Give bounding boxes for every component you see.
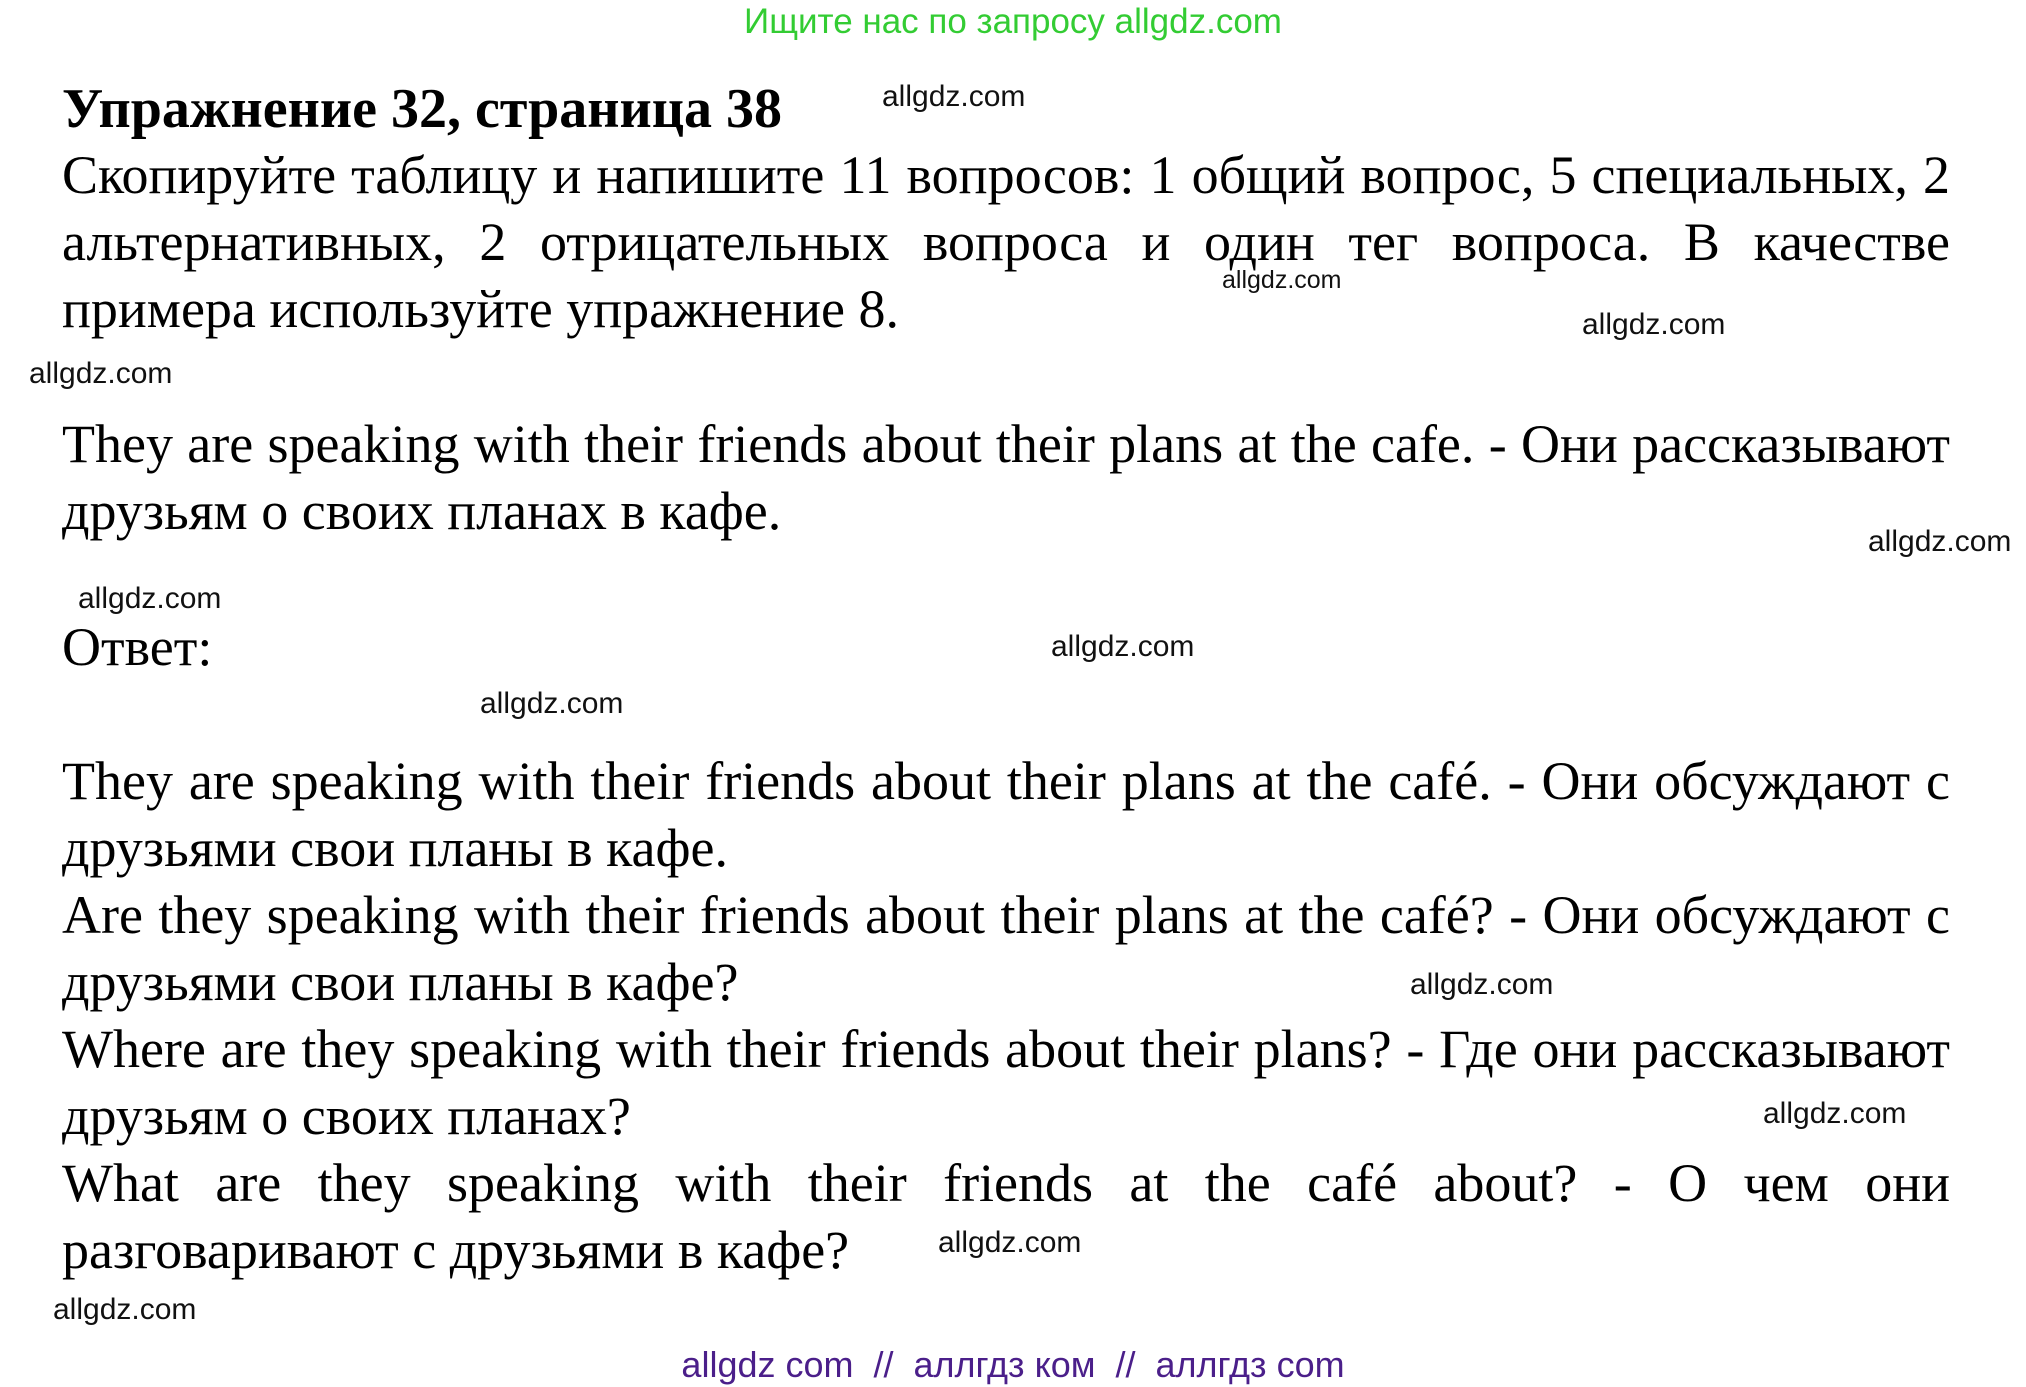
answer-list (62, 748, 1950, 1284)
answer-label: Ответ: (62, 617, 213, 677)
task-text: Скопируйте таблицу и напишите 11 вопросов: 1 общий вопрос, 5 специальных, 2 альтернативных, 2 отрицательных вопроса и один тег вопроса. В качестве примера используйте упражнение 8. (62, 145, 1950, 339)
watermark: allgdz.com (1582, 308, 1726, 341)
watermark: allgdz.com (882, 80, 1026, 113)
answer-item: They are speaking with their friends about their plans at the café. - Они обсуждают с друзьями свои планы в кафе. (62, 751, 1950, 878)
example-sentence: They are speaking with their friends about their plans at the cafe. - Они рассказывают друзьям о своих планах в кафе. (62, 414, 1950, 541)
watermark: allgdz.com (1410, 968, 1554, 1001)
answer-item: Where are they speaking with their friends about their plans? - Где они рассказывают друзьям о своих планах? (62, 1019, 1950, 1146)
watermark: allgdz.com (480, 687, 624, 720)
top-banner: Ищите нас по запросу allgdz.com (744, 2, 1282, 41)
answer-item: What are they speaking with their friends at the café about? - О чем они разговаривают с друзьями в кафе? (62, 1153, 1950, 1280)
watermark: allgdz.com (1051, 630, 1195, 663)
watermark: allgdz.com (938, 1226, 1082, 1259)
answer-item: Are they speaking with their friends about their plans at the café? - Они обсуждают с друзьями свои планы в кафе? (62, 885, 1950, 1012)
watermark: allgdz.com (53, 1293, 197, 1326)
exercise-title: Упражнение 32, страница 38 (62, 78, 783, 140)
watermark: allgdz.com (1763, 1097, 1907, 1130)
watermark: allgdz.com (1868, 525, 2012, 558)
watermark: allgdz.com (1222, 266, 1342, 294)
watermark: allgdz.com (29, 357, 173, 390)
footer-links: allgdz com // аллгдз ком // аллгдз com (681, 1344, 1345, 1385)
watermark: allgdz.com (78, 582, 222, 615)
